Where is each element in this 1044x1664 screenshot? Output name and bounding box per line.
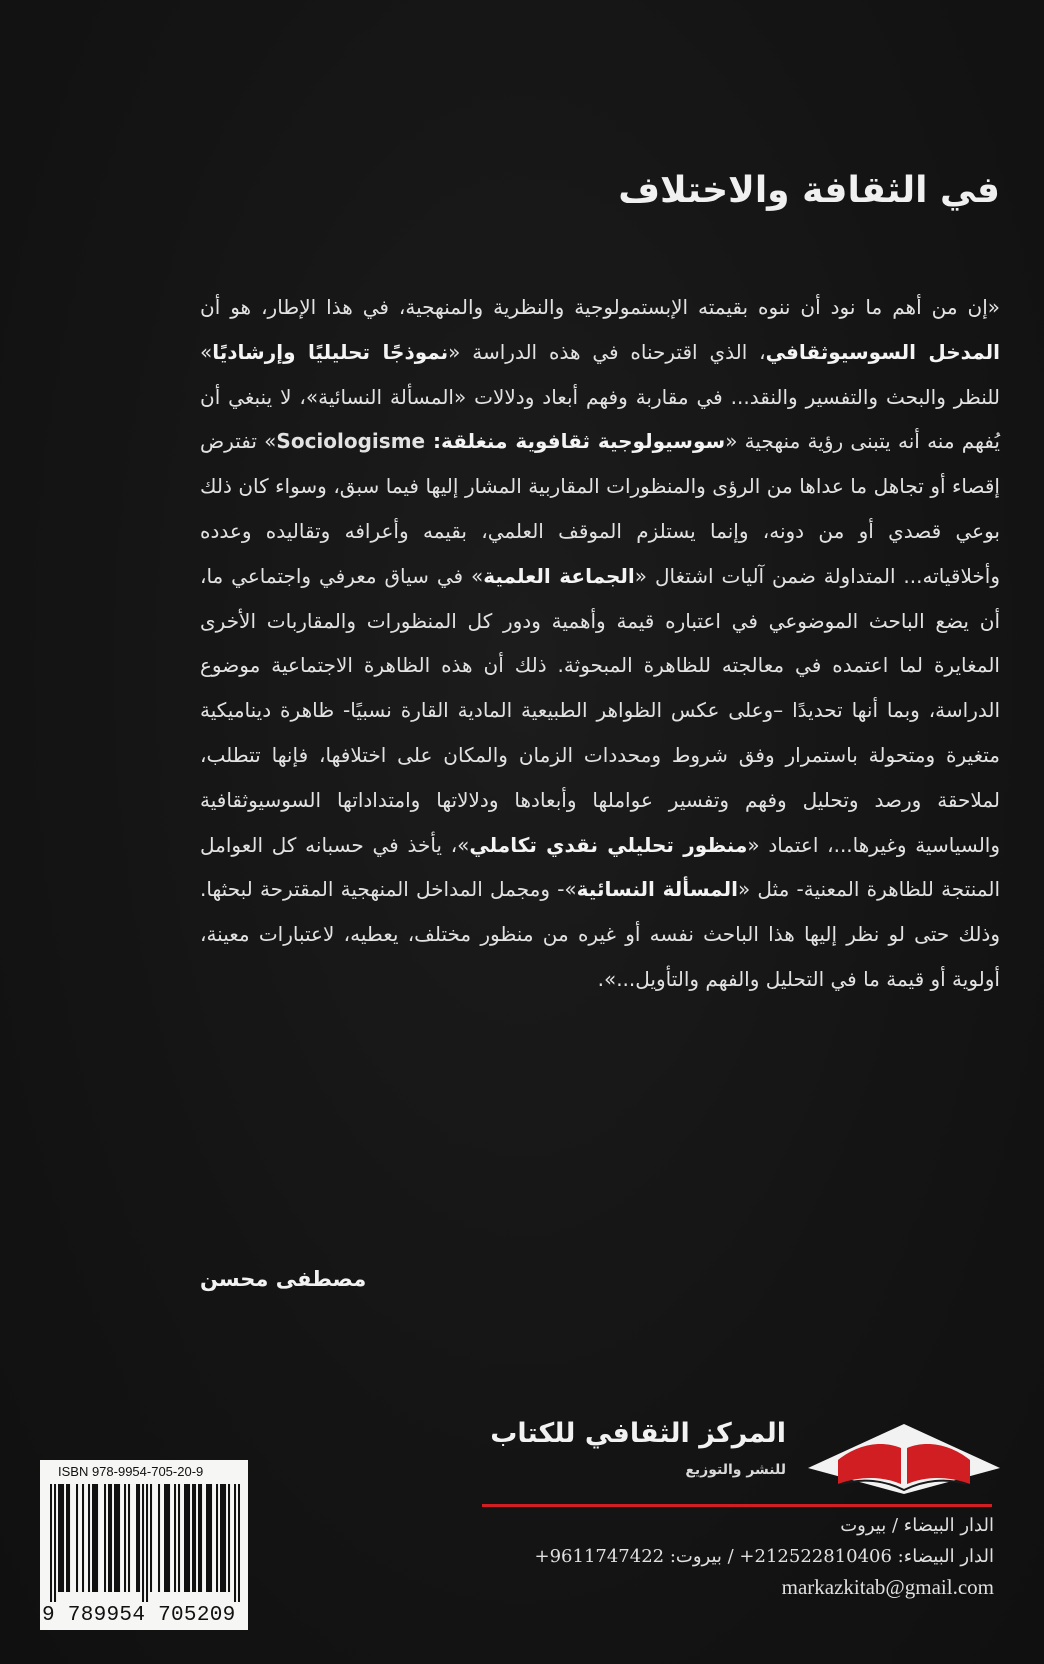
publisher-contact bbox=[474, 1510, 994, 1603]
barcode-bar bbox=[228, 1484, 230, 1592]
barcode-bar bbox=[142, 1484, 144, 1602]
blurb-emphasis: نموذجًا تحليليًا وإرشاديًا bbox=[212, 339, 449, 364]
blurb-text-segment: » في سياق معرفي واجتماعي ما، أن يضع الباحث الموضوعي في اعتباره قيمة وأهمية ودور كل المنظورات والمقاربات الأخرى المغايرة لما اعتمده في معالجته للظاهرة المبحوثة. ذلك أن هذه الظاهرة الاجتماعية موضوع الدراسة، وبما أنها تحديدًا –وعلى عكس الظواهر الطبيعية المادية القارة نسبيًا- ظاهرة ديناميكية متغيرة ومتحولة باستمرار وفق شروط ومحددات الزمان والمكان على اختلافها، فإنها تتطلب، لملاحقة ورصد وتحليل وفهم وتفسير عواملها وأبعادها ودلالاتها وامتداداتها السوسيوثقافية والسياسية وغيرها...، اعتماد « bbox=[200, 563, 1001, 857]
barcode-bar bbox=[68, 1484, 70, 1592]
barcode-bar bbox=[200, 1484, 202, 1592]
barcode-bar bbox=[62, 1484, 64, 1592]
barcode-bar bbox=[208, 1484, 210, 1592]
barcode-bar bbox=[166, 1484, 168, 1592]
blurb-emphasis: المسألة النسائية bbox=[576, 877, 738, 902]
barcode-bar bbox=[206, 1484, 208, 1592]
publisher-phones: الدار البيضاء: 212522810406+ / بيروت: 9611747422+ bbox=[534, 1546, 994, 1567]
barcode-bar bbox=[222, 1484, 224, 1592]
barcode-bar bbox=[198, 1484, 200, 1592]
barcode-bar bbox=[108, 1484, 110, 1592]
publisher-cities: الدار البيضاء / بيروت bbox=[840, 1515, 994, 1536]
barcode-bar bbox=[188, 1484, 190, 1592]
barcode-bar bbox=[220, 1484, 222, 1592]
barcode-bar bbox=[92, 1484, 94, 1592]
blurb-text-segment: » تفترض إقصاء أو تجاهل ما عداها من الرؤى والمنظورات المقاربية المشار إليها فيما سبق، وسواء كان ذلك بوعي قصدي أو من دونه، وإنما يستلزم الموقف العلمي، بقيمه وأعرافه وتقاليده وعدده وأخلاقياته... المتداولة ضمن آليات اشتغال « bbox=[200, 429, 1000, 588]
isbn-label: ISBN 978-9954-705-20-9 bbox=[58, 1464, 204, 1479]
blurb-emphasis: منظور تحليلي نقدي تكاملي bbox=[469, 832, 748, 857]
author-name: مصطفى محسن bbox=[200, 1267, 367, 1291]
open-book-icon bbox=[806, 1410, 1002, 1496]
publisher-name: المركز الثقافي للكتاب bbox=[490, 1418, 786, 1449]
blurb-emphasis: الجماعة العلمية bbox=[483, 563, 635, 588]
blurb-text-segment: »- ومجمل المداخل المنهجية المقترحة لبحثها. وذلك حتى لو نظر إليها هذا الباحث نفسه أو غيره من منظور مختلف، يعطيه، لاعتبارات معينة، أولوية أو قيمة ما في التحليل والفهم والتأويل...». bbox=[200, 877, 1000, 991]
barcode-bar bbox=[158, 1484, 160, 1592]
barcode-bar bbox=[216, 1484, 218, 1592]
barcode-bar bbox=[138, 1484, 140, 1592]
barcode-bar bbox=[238, 1484, 240, 1602]
barcode-bar bbox=[88, 1484, 90, 1592]
barcode-bar bbox=[184, 1484, 186, 1592]
barcode-bar bbox=[234, 1484, 236, 1602]
barcode-bar bbox=[116, 1484, 118, 1592]
barcode-bar bbox=[94, 1484, 96, 1592]
barcode-bar bbox=[118, 1484, 120, 1592]
barcode-bar bbox=[110, 1484, 112, 1592]
book-title: في الثقافة والاختلاف bbox=[618, 170, 1000, 211]
barcode-bar bbox=[146, 1484, 148, 1602]
blurb-text-segment: «إن من أهم ما نود أن ننوه بقيمته الإبستمولوجية والنظرية والمنهجية، في هذا الإطار، هو أن bbox=[200, 295, 1000, 319]
barcode-bar bbox=[96, 1484, 98, 1592]
barcode-bar bbox=[210, 1484, 212, 1592]
barcode-bar bbox=[186, 1484, 188, 1592]
barcode-bar bbox=[58, 1484, 60, 1592]
barcode-bar bbox=[54, 1484, 56, 1602]
blurb-text-segment: » للنظر والبحث والتفسير والنقد... في مقاربة وفهم أبعاد ودلالات «المسألة النسائية»، لا ينبغي أن يُفهم منه أنه يتبنى رؤية منهجية « bbox=[200, 339, 1000, 454]
barcode-bar bbox=[178, 1484, 180, 1592]
barcode-bar bbox=[174, 1484, 176, 1592]
barcode-bar bbox=[164, 1484, 166, 1592]
barcode-bars bbox=[50, 1484, 240, 1602]
blurb-text-segment: »، يأخذ في حسبانه كل العوامل المنتجة للظاهرة المعنية- مثل « bbox=[200, 832, 1001, 902]
barcode-bar bbox=[82, 1484, 84, 1592]
barcode-bar bbox=[104, 1484, 106, 1592]
blurb-emphasis: سوسيولوجية ثقافوية منغلقة: bbox=[425, 429, 726, 454]
barcode-bar bbox=[60, 1484, 62, 1592]
publisher-subtitle: للنشر والتوزيع bbox=[685, 1462, 786, 1478]
barcode-bar bbox=[168, 1484, 170, 1592]
barcode-bar bbox=[76, 1484, 78, 1592]
barcode-bar bbox=[136, 1484, 138, 1592]
barcode-bar bbox=[224, 1484, 226, 1592]
barcode-bar bbox=[114, 1484, 116, 1592]
barcode-bar bbox=[128, 1484, 130, 1592]
barcode-bar bbox=[66, 1484, 68, 1592]
accent-divider bbox=[482, 1504, 992, 1507]
barcode-bar bbox=[150, 1484, 152, 1592]
publisher-email: markazkitab@gmail.com bbox=[781, 1575, 994, 1599]
blurb-paragraph bbox=[200, 285, 1000, 1002]
blurb-text-segment: ، الذي اقترحناه في هذه الدراسة « bbox=[448, 339, 766, 364]
barcode-bar bbox=[194, 1484, 196, 1592]
blurb-quote bbox=[200, 285, 1000, 1002]
blurb-latin-term: Sociologisme bbox=[276, 429, 426, 454]
publisher-block bbox=[482, 1410, 1002, 1496]
isbn-barcode bbox=[40, 1460, 248, 1630]
blurb-emphasis: المدخل السوسيوثقافي bbox=[765, 339, 1000, 364]
barcode-bar bbox=[192, 1484, 194, 1592]
barcode-digits: 9 789954 705209 bbox=[42, 1604, 236, 1627]
barcode-bar bbox=[124, 1484, 126, 1592]
barcode-bar bbox=[50, 1484, 52, 1602]
